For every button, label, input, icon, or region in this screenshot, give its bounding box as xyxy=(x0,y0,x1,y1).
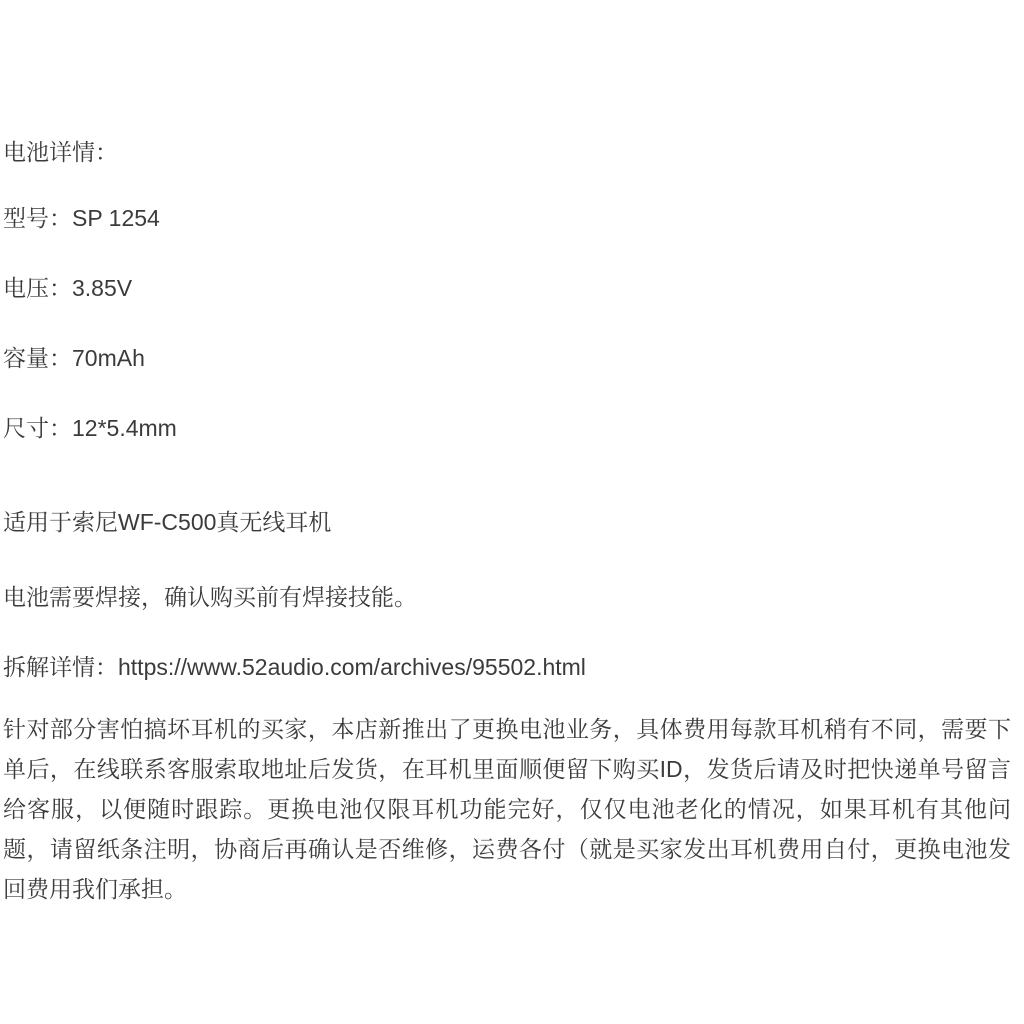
battery-details-heading: 电池详情： xyxy=(3,139,118,165)
compatibility-line: 适用于索尼WF-C500真无线耳机 xyxy=(3,509,332,535)
teardown-label: 拆解详情： xyxy=(3,654,118,680)
spec-model-line: 型号：SP 1254 xyxy=(3,205,160,231)
teardown-line xyxy=(3,647,1012,687)
soldering-note-line: 电池需要焊接，确认购买前有焊接技能。 xyxy=(3,584,417,610)
spec-voltage-line: 电压：3.85V xyxy=(3,275,133,301)
spec-capacity-line: 容量：70mAh xyxy=(3,345,145,371)
teardown-url: https://www.52audio.com/archives/95502.html xyxy=(118,654,586,680)
battery-replacement-service-paragraph: 针对部分害怕搞坏耳机的买家，本店新推出了更换电池业务，具体费用每款耳机稍有不同，需要下单后，在线联系客服索取地址后发货，在耳机里面顺便留下购买ID，发货后请及时把快递单号留言给客服，以便随时跟踪。更换电池仅限耳机功能完好，仅仅电池老化的情况，如果耳机有其他问题，请留纸条注明，协商后再确认是否维修，运费各付（就是买家发出耳机费用自付，更换电池发回费用我们承担。 xyxy=(3,716,1011,902)
spec-size-line: 尺寸：12*5.4mm xyxy=(3,415,177,441)
